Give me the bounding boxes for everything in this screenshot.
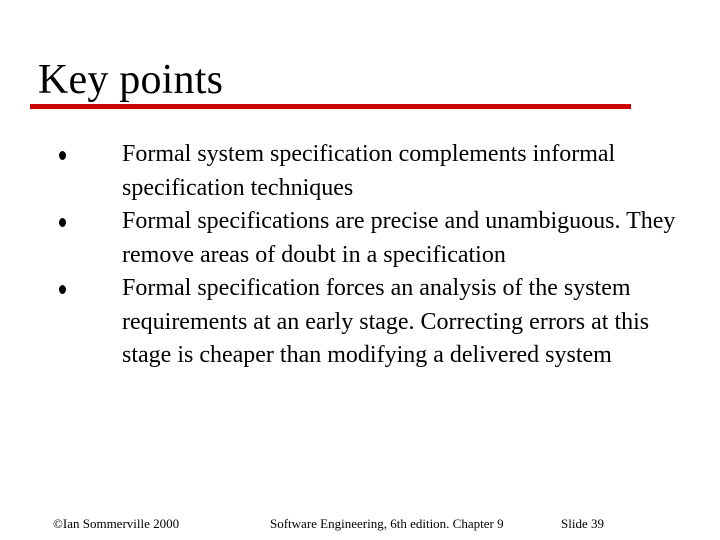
bullet-item (0, 272, 682, 373)
round-bullet-icon (59, 285, 66, 294)
round-bullet-icon (59, 218, 66, 227)
bullet-item (0, 205, 682, 272)
title-underline (30, 104, 631, 109)
footer-copyright: ©Ian Sommerville 2000 (53, 516, 180, 531)
slide-title: Key points (38, 57, 224, 103)
bullet-text: Formal specifications are precise and unambiguous. They remove areas of doubt in a specification (122, 208, 676, 268)
footer-book-title: Software Engineering, 6th edition. Chapter 9 (270, 516, 504, 531)
bullet-list (0, 138, 720, 373)
bullet-item (0, 138, 682, 205)
round-bullet-icon (59, 151, 66, 160)
footer-slide-number: Slide 39 (561, 516, 604, 531)
bullet-text: Formal system specification complements informal specification techniques (122, 141, 616, 201)
bullet-text: Formal specification forces an analysis of the system requirements at an early stage. Correcting errors at this stage is cheaper than modifying a delivered system (122, 275, 650, 368)
